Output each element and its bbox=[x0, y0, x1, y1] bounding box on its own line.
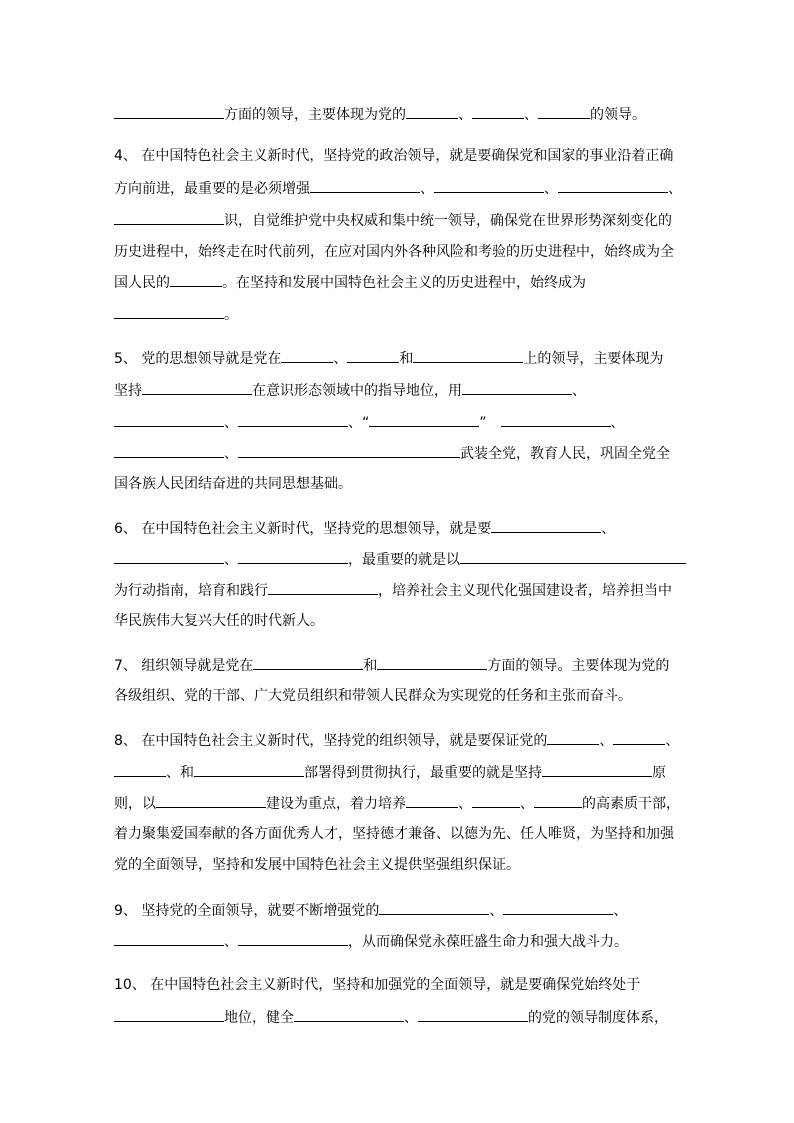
fill-blank[interactable] bbox=[114, 443, 224, 458]
text-line: 地位，健全 、 的党的领导制度体系， bbox=[114, 1007, 668, 1028]
fill-blank[interactable] bbox=[114, 1007, 224, 1022]
text-line: 各级组织、党的干部、广大党员组织和带领人民群众为实现党的任务和主张而奋斗。 bbox=[114, 688, 632, 704]
fill-blank[interactable] bbox=[377, 655, 487, 670]
question-5: 5、 党的思想领导就是党在 、 和 上的领导，主要体现为 bbox=[114, 348, 663, 369]
fill-blank[interactable] bbox=[413, 348, 523, 363]
fill-blank[interactable] bbox=[310, 178, 420, 193]
text-line: 、和 部署得到贯彻执行，最重要的就是坚持 原 bbox=[114, 762, 666, 783]
fill-blank[interactable] bbox=[503, 900, 613, 915]
fill-blank[interactable] bbox=[547, 730, 599, 745]
text-line: 华民族伟大复兴大任的时代新人。 bbox=[114, 613, 324, 629]
fill-blank[interactable] bbox=[170, 272, 222, 287]
text-line: 国人民的 。在坚持和发展中国特色社会主义的历史进程中，始终成为 bbox=[114, 272, 586, 293]
fill-blank[interactable] bbox=[194, 762, 304, 777]
question-6: 6、 在中国特色社会主义新时代，坚持党的思想领导，就是要 、 bbox=[114, 518, 615, 539]
question-8: 8、 在中国特色社会主义新时代，坚持党的组织领导，就是要保证党的 、 、 bbox=[114, 730, 679, 751]
fill-blank[interactable] bbox=[491, 518, 601, 533]
fill-blank[interactable] bbox=[369, 412, 479, 427]
fill-blank[interactable] bbox=[238, 443, 460, 458]
fill-blank[interactable] bbox=[294, 1007, 404, 1022]
fill-blank[interactable] bbox=[114, 412, 224, 427]
fill-blank[interactable] bbox=[472, 793, 520, 808]
fill-blank[interactable] bbox=[558, 178, 668, 193]
fill-blank[interactable] bbox=[142, 380, 252, 395]
question-4: 4、 在中国特色社会主义新时代，坚持党的政治领导，就是要确保党和国家的事业沿着正确 bbox=[114, 148, 674, 164]
fill-blank[interactable] bbox=[347, 348, 399, 363]
fill-blank[interactable] bbox=[534, 793, 582, 808]
fill-blank[interactable] bbox=[434, 178, 544, 193]
fill-blank[interactable] bbox=[542, 762, 652, 777]
fill-blank[interactable] bbox=[406, 104, 458, 119]
text-line: 坚持 在意识形态领域中的指导地位，用 、 bbox=[114, 380, 586, 401]
text-line: 、 ，最重要的就是以 bbox=[114, 549, 686, 570]
question-10: 10、 在中国特色社会主义新时代，坚持和加强党的全面领导，就是要确保党始终处于 bbox=[114, 977, 641, 993]
fill-blank[interactable] bbox=[114, 931, 224, 946]
text-line: 为行动指南，培育和践行 ，培养社会主义现代化强国建设者，培养担当中 bbox=[114, 580, 672, 601]
fill-blank[interactable] bbox=[406, 793, 458, 808]
text-line: 方向前进，最重要的是必须增强 、 、 、 bbox=[114, 178, 682, 199]
fill-blank[interactable] bbox=[268, 580, 378, 595]
text-line: 着力聚集爱国奉献的各方面优秀人才，坚持德才兼备、以德为先、任人唯贤，为坚持和加强 bbox=[114, 826, 674, 842]
fill-blank[interactable] bbox=[238, 931, 348, 946]
fill-blank[interactable] bbox=[501, 412, 611, 427]
fill-blank[interactable] bbox=[156, 793, 266, 808]
question-9: 9、 坚持党的全面领导，就要不断增强党的 、 、 bbox=[114, 900, 627, 921]
text-line: 、 ，从而确保党永葆旺盛生命力和强大战斗力。 bbox=[114, 931, 628, 952]
question-7: 7、 组织领导就是党在 和 方面的领导。主要体现为党的 bbox=[114, 655, 669, 676]
text-line: 、 武装全党，教育人民，巩固全党全 bbox=[114, 443, 670, 464]
text-line: 。 bbox=[114, 304, 238, 325]
fill-blank[interactable] bbox=[253, 655, 363, 670]
text-line: 党的全面领导，坚持和发展中国特色社会主义提供坚强组织保证。 bbox=[114, 857, 520, 873]
fill-blank[interactable] bbox=[114, 304, 224, 319]
fill-blank[interactable] bbox=[379, 900, 489, 915]
fill-blank[interactable] bbox=[472, 104, 524, 119]
fill-blank[interactable] bbox=[114, 210, 224, 225]
fill-blank[interactable] bbox=[613, 730, 665, 745]
text-line: 识，自觉维护党中央权威和集中统一领导，确保党在世界形势深刻变化的 bbox=[114, 210, 672, 231]
fill-blank[interactable] bbox=[238, 412, 348, 427]
text-line: 方面的领导，主要体现为党的 、 、 的领导。 bbox=[114, 104, 646, 125]
text-line: 历史进程中，始终走在时代前列，在应对国内外各种风险和考验的历史进程中，始终成为全 bbox=[114, 244, 674, 260]
fill-blank[interactable] bbox=[114, 762, 166, 777]
fill-blank[interactable] bbox=[460, 549, 686, 564]
fill-blank[interactable] bbox=[114, 549, 224, 564]
text-line: 国各族人民团结奋进的共同思想基础。 bbox=[114, 476, 352, 492]
fill-blank[interactable] bbox=[238, 549, 348, 564]
fill-blank[interactable] bbox=[462, 380, 572, 395]
text-line: 、 、“ ” 、 bbox=[114, 412, 625, 433]
fill-blank[interactable] bbox=[114, 104, 224, 119]
fill-blank[interactable] bbox=[538, 104, 590, 119]
fill-blank[interactable] bbox=[281, 348, 333, 363]
text-line: 则，以 建设为重点，着力培养 、 、 的高素质干部， bbox=[114, 793, 680, 814]
fill-blank[interactable] bbox=[418, 1007, 528, 1022]
